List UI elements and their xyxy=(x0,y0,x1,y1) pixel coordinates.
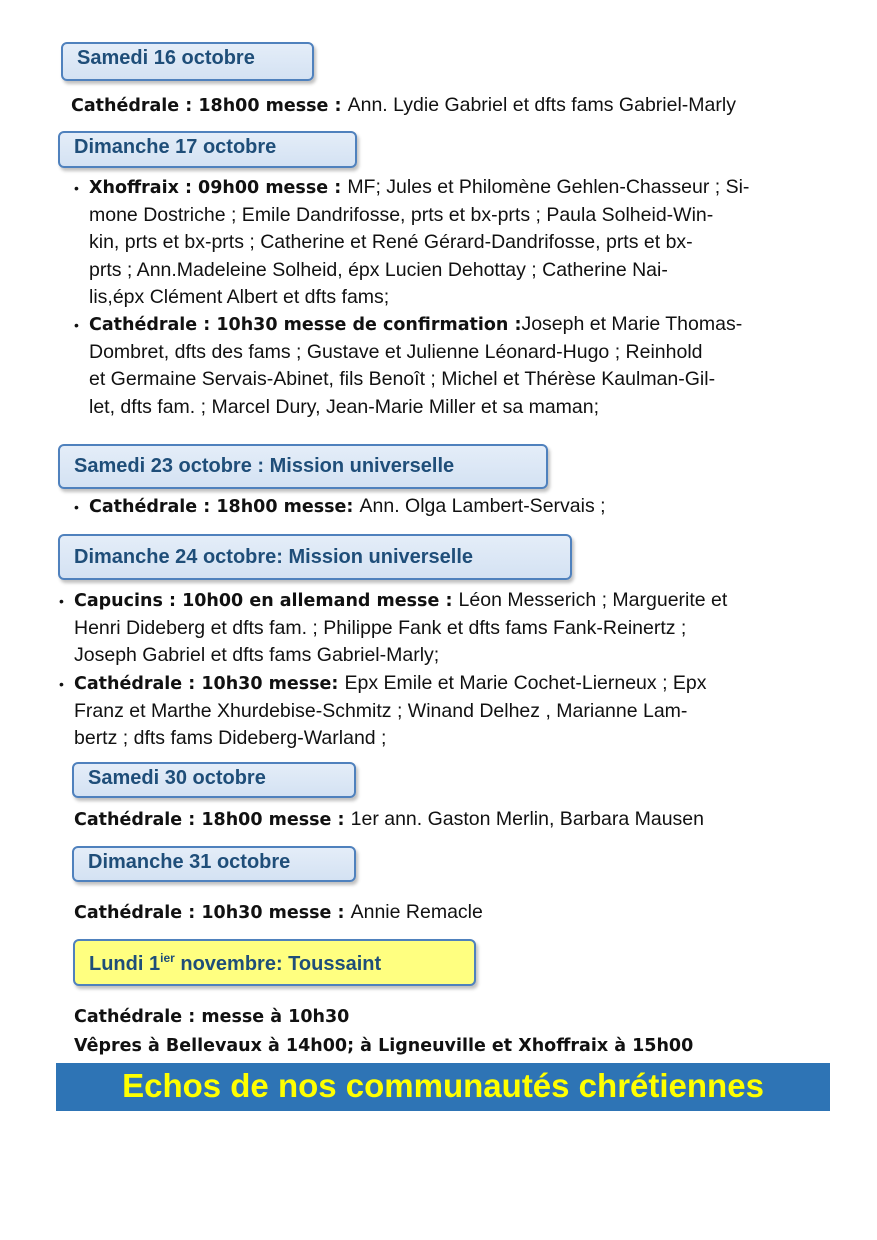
sun17-item2-line: et Germaine Servais-Abinet, fils Benoît ; Michel et Thérèse Kaulman-Gil- xyxy=(89,368,716,391)
sun24-bullet-1: • xyxy=(59,593,64,609)
sun17-item1-line: kin, prts et bx-prts ; Catherine et René Gérard-Dandrifosse, prts et bx- xyxy=(89,231,693,254)
header-dimanche-24 xyxy=(58,534,572,580)
sun17-bullet-2: • xyxy=(74,317,79,333)
header-samedi-23 xyxy=(58,444,548,489)
header-dimanche-17-label: Dimanche 17 octobre xyxy=(74,136,277,158)
sun17-item1-line: prts ; Ann.Madeleine Solheid, épx Lucien Dehottay ; Catherine Nai- xyxy=(89,258,668,281)
sat30-separator: : xyxy=(331,810,351,830)
sun24-item-1 xyxy=(74,587,727,670)
header-lundi-1 xyxy=(73,939,476,986)
section-banner-title: Echos de nos communautés chrétiennes xyxy=(122,1067,764,1104)
sun24-item2-line: Franz et Marthe Xhurdebise-Schmitz ; Winand Delhez , Marianne Lam- xyxy=(74,700,688,723)
sun24-item-2 xyxy=(74,670,707,753)
sat16-entry xyxy=(71,92,736,120)
sun24-item1-line: Henri Dideberg et dfts fam. ; Philippe Fank et dfts fams Fank-Reinertz ; xyxy=(74,617,687,640)
sun17-item1-line: mone Dostriche ; Emile Dandrifosse, prts et bx-prts ; Paula Solheid-Win- xyxy=(89,204,714,227)
sun17-item-2 xyxy=(89,311,742,421)
header-dimanche-31 xyxy=(72,846,356,882)
sun17-item-1 xyxy=(89,174,749,311)
sun31-bold: Cathédrale : 10h30 messe : xyxy=(74,903,351,923)
sun24-item1-bold: Capucins : 10h00 en allemand messe : xyxy=(74,591,459,611)
sun17-item2-line: let, dfts fam. ; Marcel Dury, Jean-Marie Miller et sa maman; xyxy=(89,395,600,418)
sun17-bullet-1: • xyxy=(74,180,79,196)
header-dimanche-31-label: Dimanche 31 octobre xyxy=(88,851,291,873)
sat23-bullet: • xyxy=(74,499,79,515)
sun24-bullet-2: • xyxy=(59,676,64,692)
header-dimanche-17 xyxy=(58,131,357,168)
header-lundi-1-sup: ier xyxy=(160,951,175,965)
section-banner xyxy=(56,1063,830,1111)
header-samedi-23-label: Samedi 23 octobre : Mission universelle xyxy=(74,455,455,477)
sun17-item1-line: MF; Jules et Philomène Gehlen-Chasseur ; Si- xyxy=(347,176,750,198)
sun31-entry xyxy=(74,899,483,927)
sat30-entry xyxy=(74,806,704,834)
sun17-item2-line: Dombret, dfts des fams ; Gustave et Julienne Léonard-Hugo ; Reinhold xyxy=(89,341,703,364)
sat30-text: 1er ann. Gaston Merlin, Barbara Mausen xyxy=(350,808,704,830)
sun17-item1-bold: Xhoffraix : 09h00 messe : xyxy=(89,178,348,198)
sun17-item2-line: Joseph et Marie Thomas- xyxy=(521,313,743,335)
header-samedi-30-label: Samedi 30 octobre xyxy=(88,767,266,789)
sat16-bold: Cathédrale : 18h00 messe : xyxy=(71,96,348,116)
sun17-item2-bold: Cathédrale : 10h30 messe de confirmation : xyxy=(89,315,522,335)
header-lundi-1-post: novembre: Toussaint xyxy=(174,953,382,975)
sun24-item2-line: Epx Emile et Marie Cochet-Lierneux ; Epx xyxy=(344,672,707,694)
header-samedi-16-label: Samedi 16 octobre xyxy=(77,47,255,69)
sun24-item2-bold: Cathédrale : 10h30 messe: xyxy=(74,674,345,694)
sat30-bold: Cathédrale : 18h00 messe xyxy=(74,810,332,830)
sat23-entry xyxy=(89,493,606,521)
header-samedi-30 xyxy=(72,762,356,798)
header-dimanche-24-label: Dimanche 24 octobre: Mission universelle xyxy=(74,546,474,568)
sun31-text: Annie Remacle xyxy=(350,901,483,923)
sat23-bold: Cathédrale : 18h00 messe: xyxy=(89,497,360,517)
mon1-line-1: Cathédrale : messe à 10h30 xyxy=(74,1007,350,1027)
sun24-item1-line: Léon Messerich ; Marguerite et xyxy=(458,589,728,611)
sat23-text: Ann. Olga Lambert-Servais ; xyxy=(359,495,606,517)
header-samedi-16 xyxy=(61,42,314,81)
header-lundi-1-pre: Lundi 1 xyxy=(89,953,161,975)
sun17-item1-line: lis,épx Clément Albert et dfts fams; xyxy=(89,285,390,308)
sun24-item2-line: bertz ; dfts fams Dideberg-Warland ; xyxy=(74,727,387,750)
sun24-item1-line: Joseph Gabriel et dfts fams Gabriel-Marly; xyxy=(74,644,440,667)
sat16-text: Ann. Lydie Gabriel et dfts fams Gabriel-Marly xyxy=(347,94,736,116)
mon1-line-2: Vêpres à Bellevaux à 14h00; à Ligneuville et Xhoffraix à 15h00 xyxy=(74,1036,694,1056)
